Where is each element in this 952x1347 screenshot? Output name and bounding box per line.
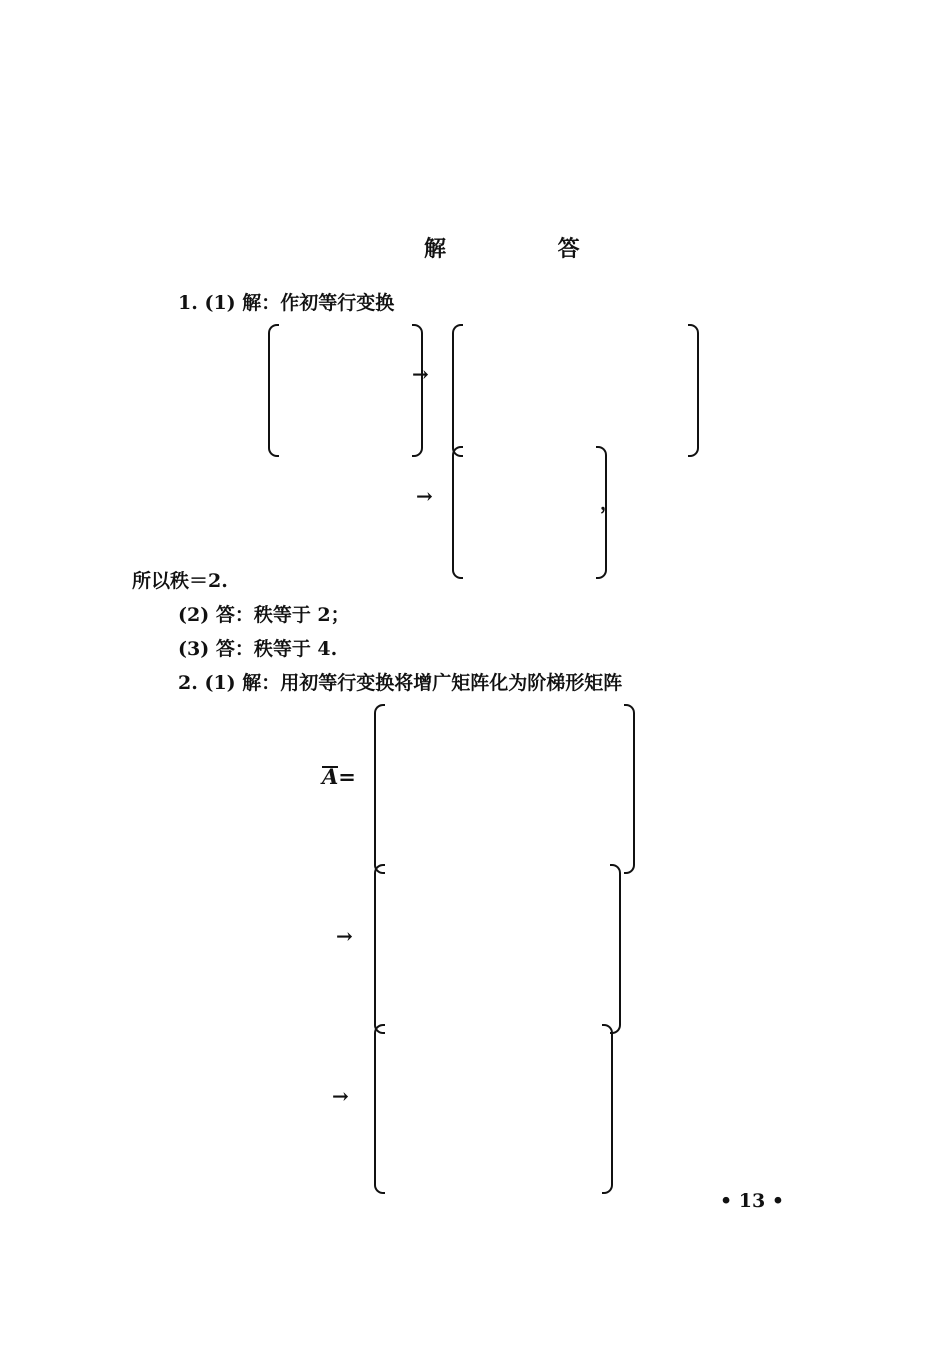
comma: ， bbox=[600, 492, 620, 514]
matrix-right-bracket bbox=[602, 1024, 613, 1194]
matrix-left-bracket bbox=[452, 324, 463, 457]
matrix-left-bracket bbox=[268, 324, 279, 457]
matrix-right-bracket bbox=[610, 864, 621, 1034]
q2-heading: 2. (1) 解：用初等行变换将增广矩阵化为阶梯形矩阵 bbox=[178, 672, 623, 694]
q1-conclusion: 所以秩＝2. bbox=[132, 570, 228, 592]
matrix-left-bracket bbox=[374, 864, 385, 1034]
arrow-icon: → bbox=[416, 484, 433, 508]
q1-answer-2: (2) 答：秩等于 2； bbox=[178, 604, 350, 626]
matrix-left-bracket bbox=[452, 446, 463, 579]
matrix-right-bracket bbox=[688, 324, 699, 457]
abar-letter: A bbox=[322, 764, 339, 789]
q1-answer-3: (3) 答：秩等于 4. bbox=[178, 638, 338, 660]
arrow-icon: → bbox=[412, 362, 429, 386]
matrix-left-bracket bbox=[374, 1024, 385, 1194]
matrix-right-bracket bbox=[624, 704, 635, 874]
equals-sign: = bbox=[338, 764, 356, 789]
page-number: • 13 • bbox=[720, 1190, 784, 1212]
matrix-left-bracket bbox=[374, 704, 385, 874]
augmented-matrix-label bbox=[322, 764, 356, 789]
matrix-right-bracket bbox=[412, 324, 423, 457]
page-title: 解 答 bbox=[424, 236, 632, 262]
arrow-icon: → bbox=[332, 1084, 349, 1108]
arrow-icon: → bbox=[336, 924, 353, 948]
q1-heading: 1. (1) 解：作初等行变换 bbox=[178, 292, 395, 314]
